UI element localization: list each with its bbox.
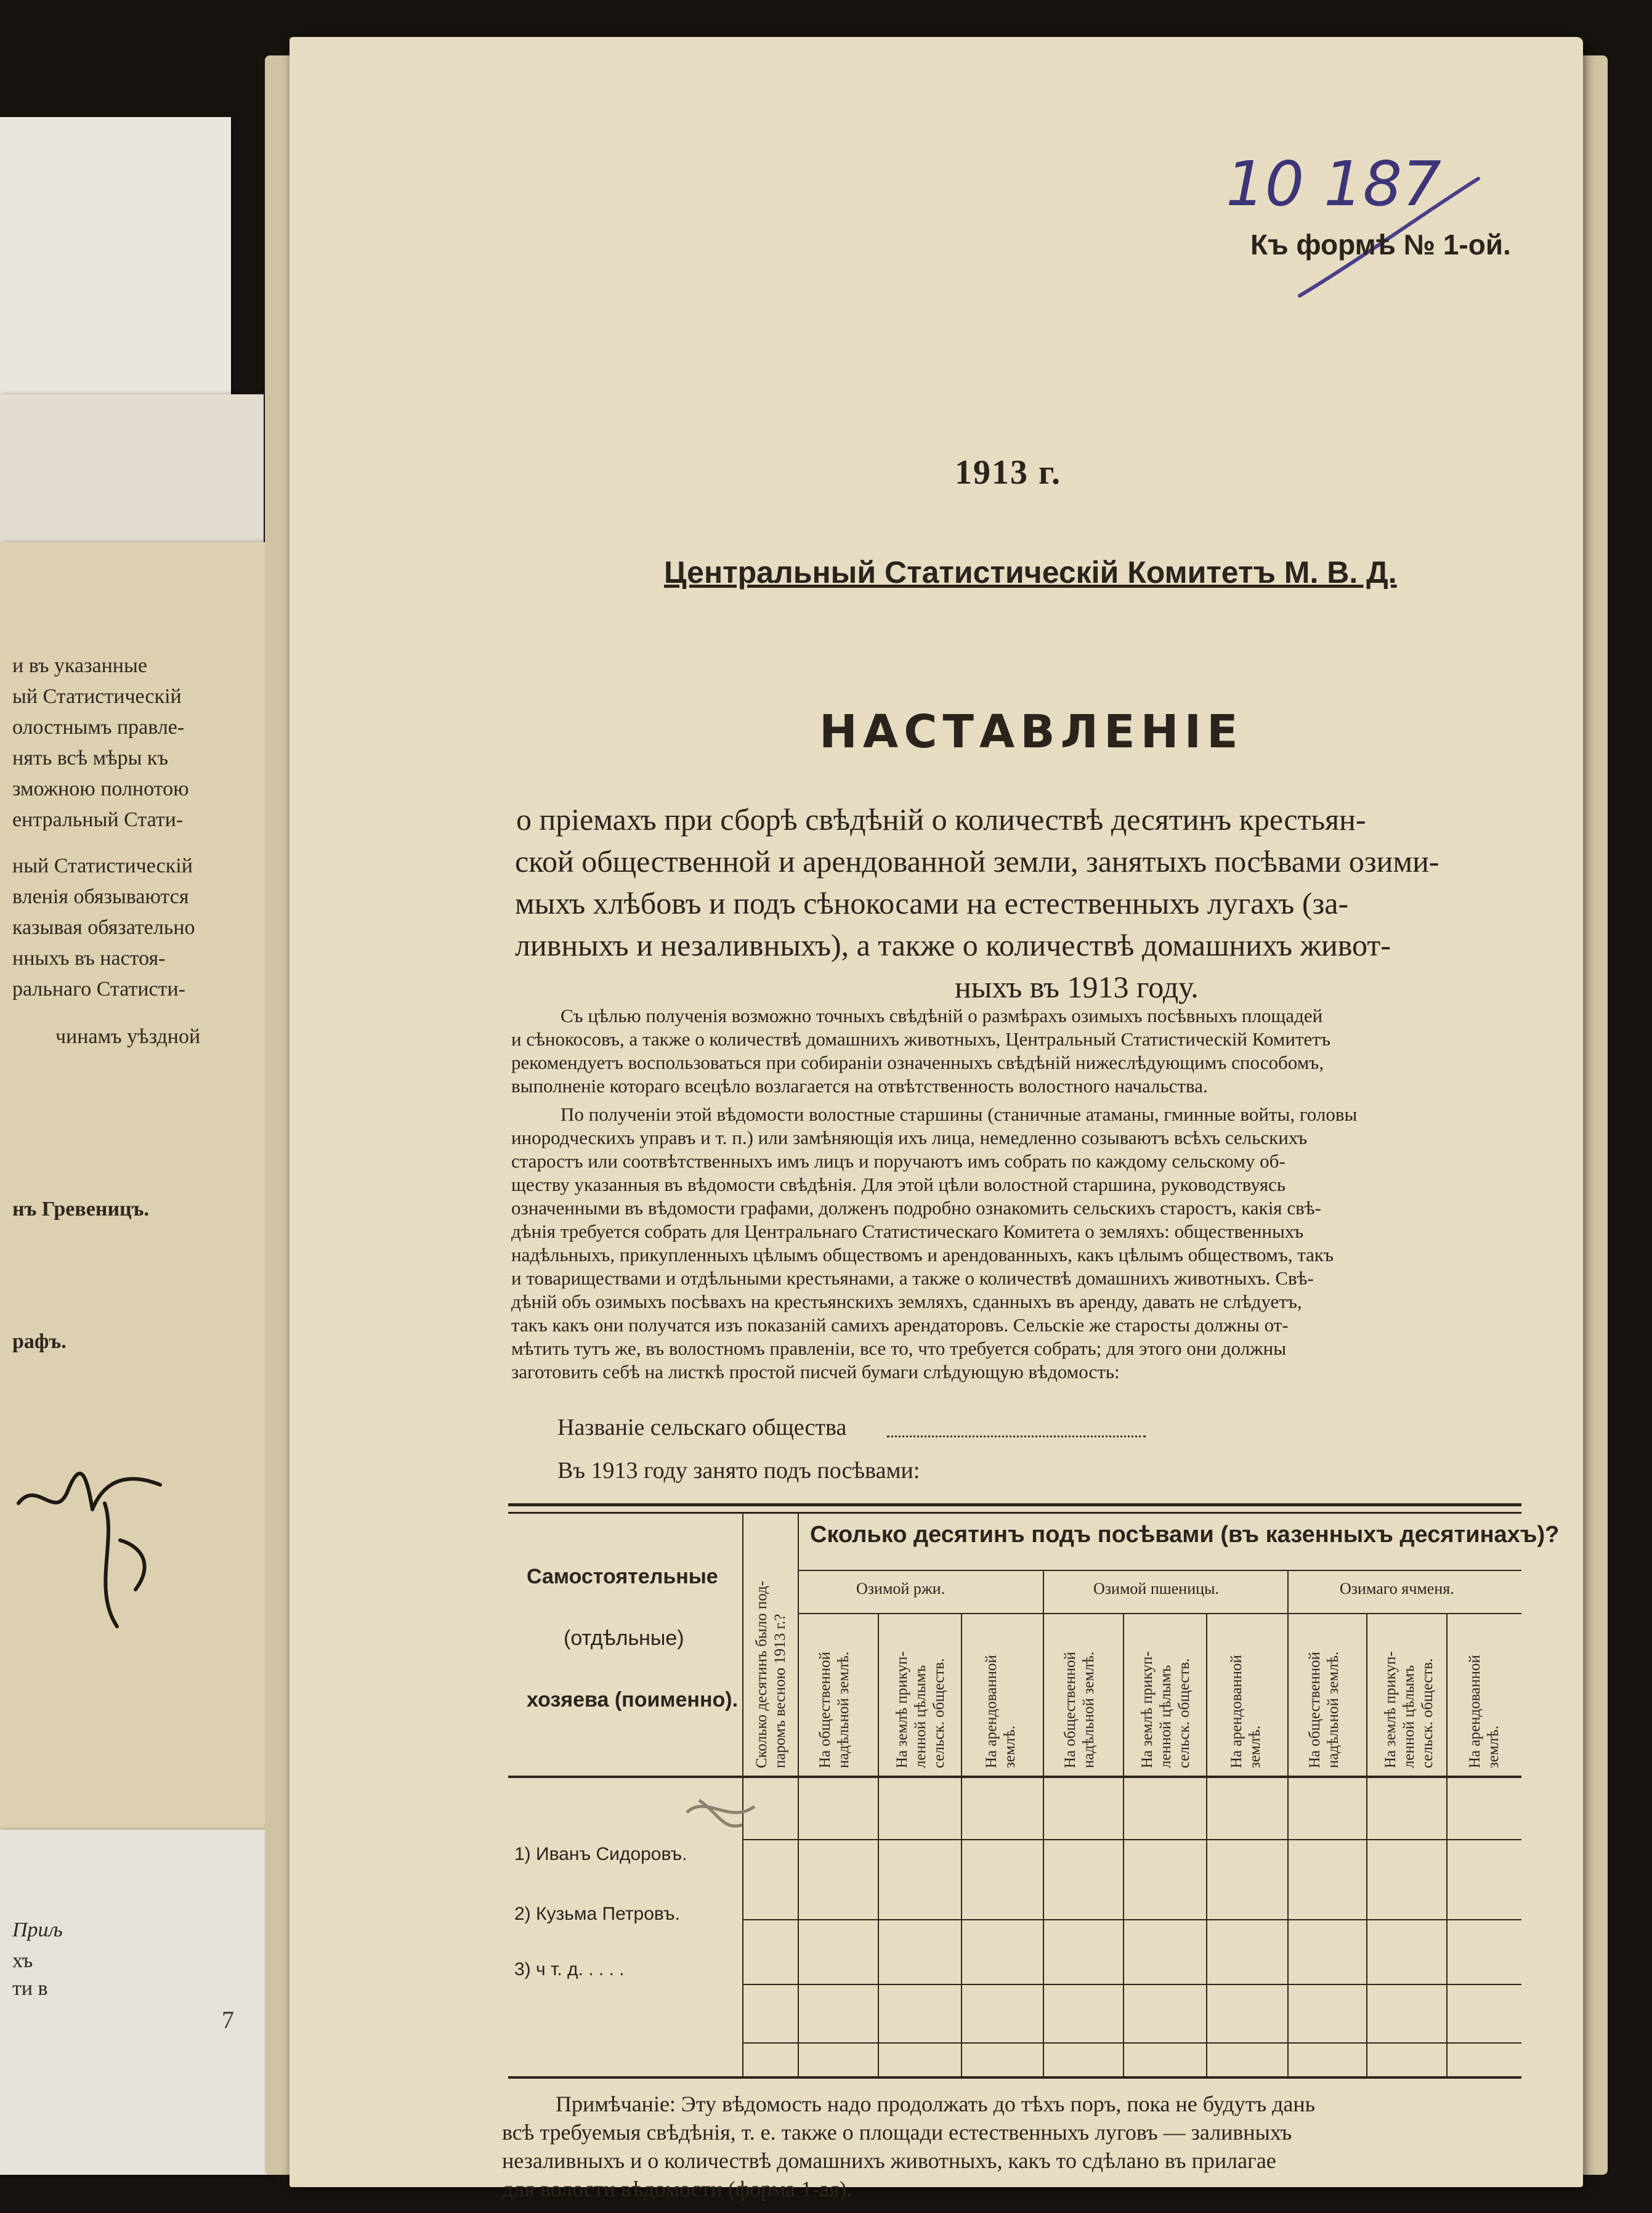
left-text-line: ный Статистическій [12,855,193,877]
subtitle-line: мыхъ хлѣбовъ и подъ сѣнокосами на естественныхъ лугахъ (за- [515,886,1349,920]
left-text-line: зможною полнотою [12,778,189,800]
paragraph-line: дѣнія требуется собрать для Центральнаго Статистическаго Комитета о земляхъ: общественныхъ [511,1220,1304,1242]
table-row-line [742,1839,1521,1840]
subcol-header: На арендованной землѣ. [983,1655,1018,1768]
subtitle-line: о пріемахъ при сборѣ свѣдѣній о количествѣ десятинъ крестьян- [516,802,1366,837]
left-text-line: ый Статистическій [12,685,182,708]
back-paper-strip [0,394,264,554]
table-row-line [742,1919,1521,1920]
committee-heading: Центральный Статистическій Комитетъ М. В. Д. [664,555,1397,590]
form-reference: Къ формѣ № 1-ой. [1250,229,1511,261]
thread-knot-icon [681,1788,761,1837]
group-header-wheat: Озимой пшеницы. [1093,1580,1220,1598]
paragraph-line: Съ цѣлью полученія возможно точныхъ свѣдѣній о размѣрахъ озимыхъ посѣвныхъ площадей [561,1005,1323,1026]
table-rule-groups [798,1613,1521,1614]
table-col-line [1043,1570,1044,2076]
paragraph-line: означенными въ вѣдомости графами, долженъ подробно ознакомить сельскихъ старостъ, какія свѣ- [511,1197,1321,1219]
paragraph-line: старостъ или соотвѣтственныхъ имъ лицъ и поручаютъ имъ собрать по каждому сельскому об- [511,1150,1286,1172]
table-rule-sub [798,1570,1521,1571]
subtitle-line: ливныхъ и незаливныхъ), а также о количествѣ домашнихъ живот- [515,928,1391,962]
paragraph-line: рекомендуетъ воспользоваться при собираніи означенныхъ свѣдѣній нижеслѣдующимъ способомъ, [511,1052,1324,1073]
paragraph-line: ществу указанныя въ вѣдомости свѣдѣнія. Для этой цѣли волостной старшина, руководствуясь [511,1174,1286,1195]
left-text-line: рафъ. [12,1330,67,1353]
left-text-line: Приљ [12,1919,63,1941]
subcol-header: На землѣ прикуп- ленной цѣлымъ сельск. обществ. [894,1651,947,1768]
left-text-line: ральнаго Статисти- [12,978,185,1001]
subtitle-line: ской общественной и арендованной земли, занятыхъ посѣвами озими- [515,844,1439,879]
note-line: для волости вѣдомости (форма 1-ая). [502,2177,852,2201]
table-col-line [1446,1613,1448,2076]
table-rule-top [508,1503,1521,1506]
society-name-blank [887,1435,1146,1437]
table-row: 2) Кузьма Петровъ. [514,1904,680,1924]
paragraph-line: заготовить себѣ на листкѣ простой писчей бумаги слѣдующую вѣдомость: [511,1361,1120,1383]
paragraph-line: По полученіи этой вѣдомости волостные старшины (станичные атаманы, гминные войты, головы [561,1103,1358,1125]
handwritten-signature [12,1466,179,1645]
subcol-header: На общественной надѣльной землѣ. [817,1651,852,1768]
table-col-line [961,1613,962,2076]
note-line: незаливныхъ и о количествѣ домашнихъ животныхъ, какъ то сдѣлано въ прилагае [502,2148,1276,2173]
table-rule-header [508,1776,1521,1778]
owners-header-line: Самостоятельные [527,1565,718,1588]
subcol-header: На общественной надѣльной землѣ. [1306,1651,1342,1768]
table-col-line [1366,1613,1367,2076]
table-row-line [742,1984,1521,1985]
ink-archive-mark: 10 187 [1226,148,1441,220]
table-col-line [1287,1570,1289,2076]
group-header-barley: Озимаго ячменя. [1340,1580,1454,1598]
paragraph-line: дѣній объ озимыхъ посѣвахъ на крестьянскихъ земляхъ, сданныхъ въ аренду, давать не слѣдуетъ, [511,1291,1302,1312]
left-signature-name: нъ Гревеницъ. [12,1198,149,1220]
subcol-header: На арендованной землѣ. [1228,1655,1263,1768]
main-header: Сколько десятинъ подъ посѣвами (въ казенныхъ десятинахъ)? [810,1522,1560,1548]
form-table [508,1503,1560,2082]
left-text-line: казывая обязательно [12,916,195,939]
subcol-header: На землѣ прикуп- ленной цѣлымъ сельск. обществ. [1382,1651,1436,1768]
society-name-label: Названіе сельскаго общества [557,1415,847,1440]
left-text-line: и въ указанные [12,654,147,677]
left-text-line: вленія обязываются [12,885,189,908]
table-col-line [798,1512,799,2076]
left-page-number: 7 [222,2006,234,2034]
note-line: Примѣчаніе: Эту вѣдомость надо продолжать до тѣхъ поръ, пока не будутъ дань [556,2092,1316,2116]
left-text-line: хъ [12,1949,33,1972]
subtitle-line: ныхъ въ 1913 году. [955,970,1199,1004]
subcol-header: На арендованной землѣ. [1467,1655,1502,1768]
table-col-line [878,1613,879,2076]
paragraph-line: такъ какъ они получатся изъ показаній самихъ арендаторовъ. Сельскіе же старосты должны от- [511,1314,1289,1336]
page-title: НАСТАВЛЕНІЕ [819,705,1244,758]
table-rule-top-2 [508,1512,1521,1514]
year-heading: 1913 г. [955,453,1062,492]
owners-header-line: (отдѣльные) [564,1626,684,1650]
left-text-line: олостнымъ правле- [12,716,185,739]
table-col-line [1206,1613,1207,2076]
owners-header-line: хозяева (поименно). [527,1688,739,1712]
paragraph-line: и сѣнокосовъ, а также о количествѣ домашнихъ животныхъ, Центральный Статистическій Комитетъ [511,1028,1330,1050]
paragraph-line: и товариществами и отдѣльными крестьянами, а также о количествѣ домашнихъ животныхъ. Свѣ- [511,1267,1314,1289]
paragraph-line: мѣтить тутъ же, въ волостномъ правленіи, все то, что требуется собрать; для этого они должны [511,1338,1287,1359]
paragraph-line: инородческихъ управъ и т. п.) или замѣняющія ихъ лица, немедленно созываютъ всѣхъ сельскихъ [511,1127,1308,1148]
fallow-header: Сколько десятинъ было под- паромъ весною 1913 г.? [753,1580,788,1768]
left-text-line: нныхъ въ настоя- [12,947,166,970]
left-text-line: чинамъ уѣздной [55,1025,201,1048]
left-text-line: нять всѣ мѣры къ [12,747,169,769]
left-text-line: ентральный Стати- [12,808,184,831]
table-row: 3) ч т. д. . . . . [514,1959,625,1980]
sown-label: Въ 1913 году занято подъ посѣвами: [557,1458,920,1484]
table-rule-bottom [508,2076,1521,2079]
subcol-header: На землѣ прикуп- ленной цѣлымъ сельск. обществ. [1139,1651,1192,1768]
table-row-line [742,2042,1521,2044]
subcol-header: На общественной надѣльной землѣ. [1062,1651,1097,1768]
left-text-line: ти в [12,1977,48,2000]
group-header-rye: Озимой ржи. [856,1580,945,1598]
note-line: всѣ требуемыя свѣдѣнія, т. е. также о площади естественныхъ луговъ — заливныхъ [502,2120,1292,2145]
paragraph-line: выполненіе котораго всецѣло возлагается на отвѣтственность волостного начальства. [511,1075,1208,1097]
table-col-line [1123,1613,1124,2076]
table-row: 1) Иванъ Сидоровъ. [514,1844,687,1864]
paragraph-line: надѣльныхъ, прикупленныхъ цѣлымъ обществомъ и арендованныхъ, какъ цѣлымъ обществомъ, такъ [511,1244,1334,1265]
